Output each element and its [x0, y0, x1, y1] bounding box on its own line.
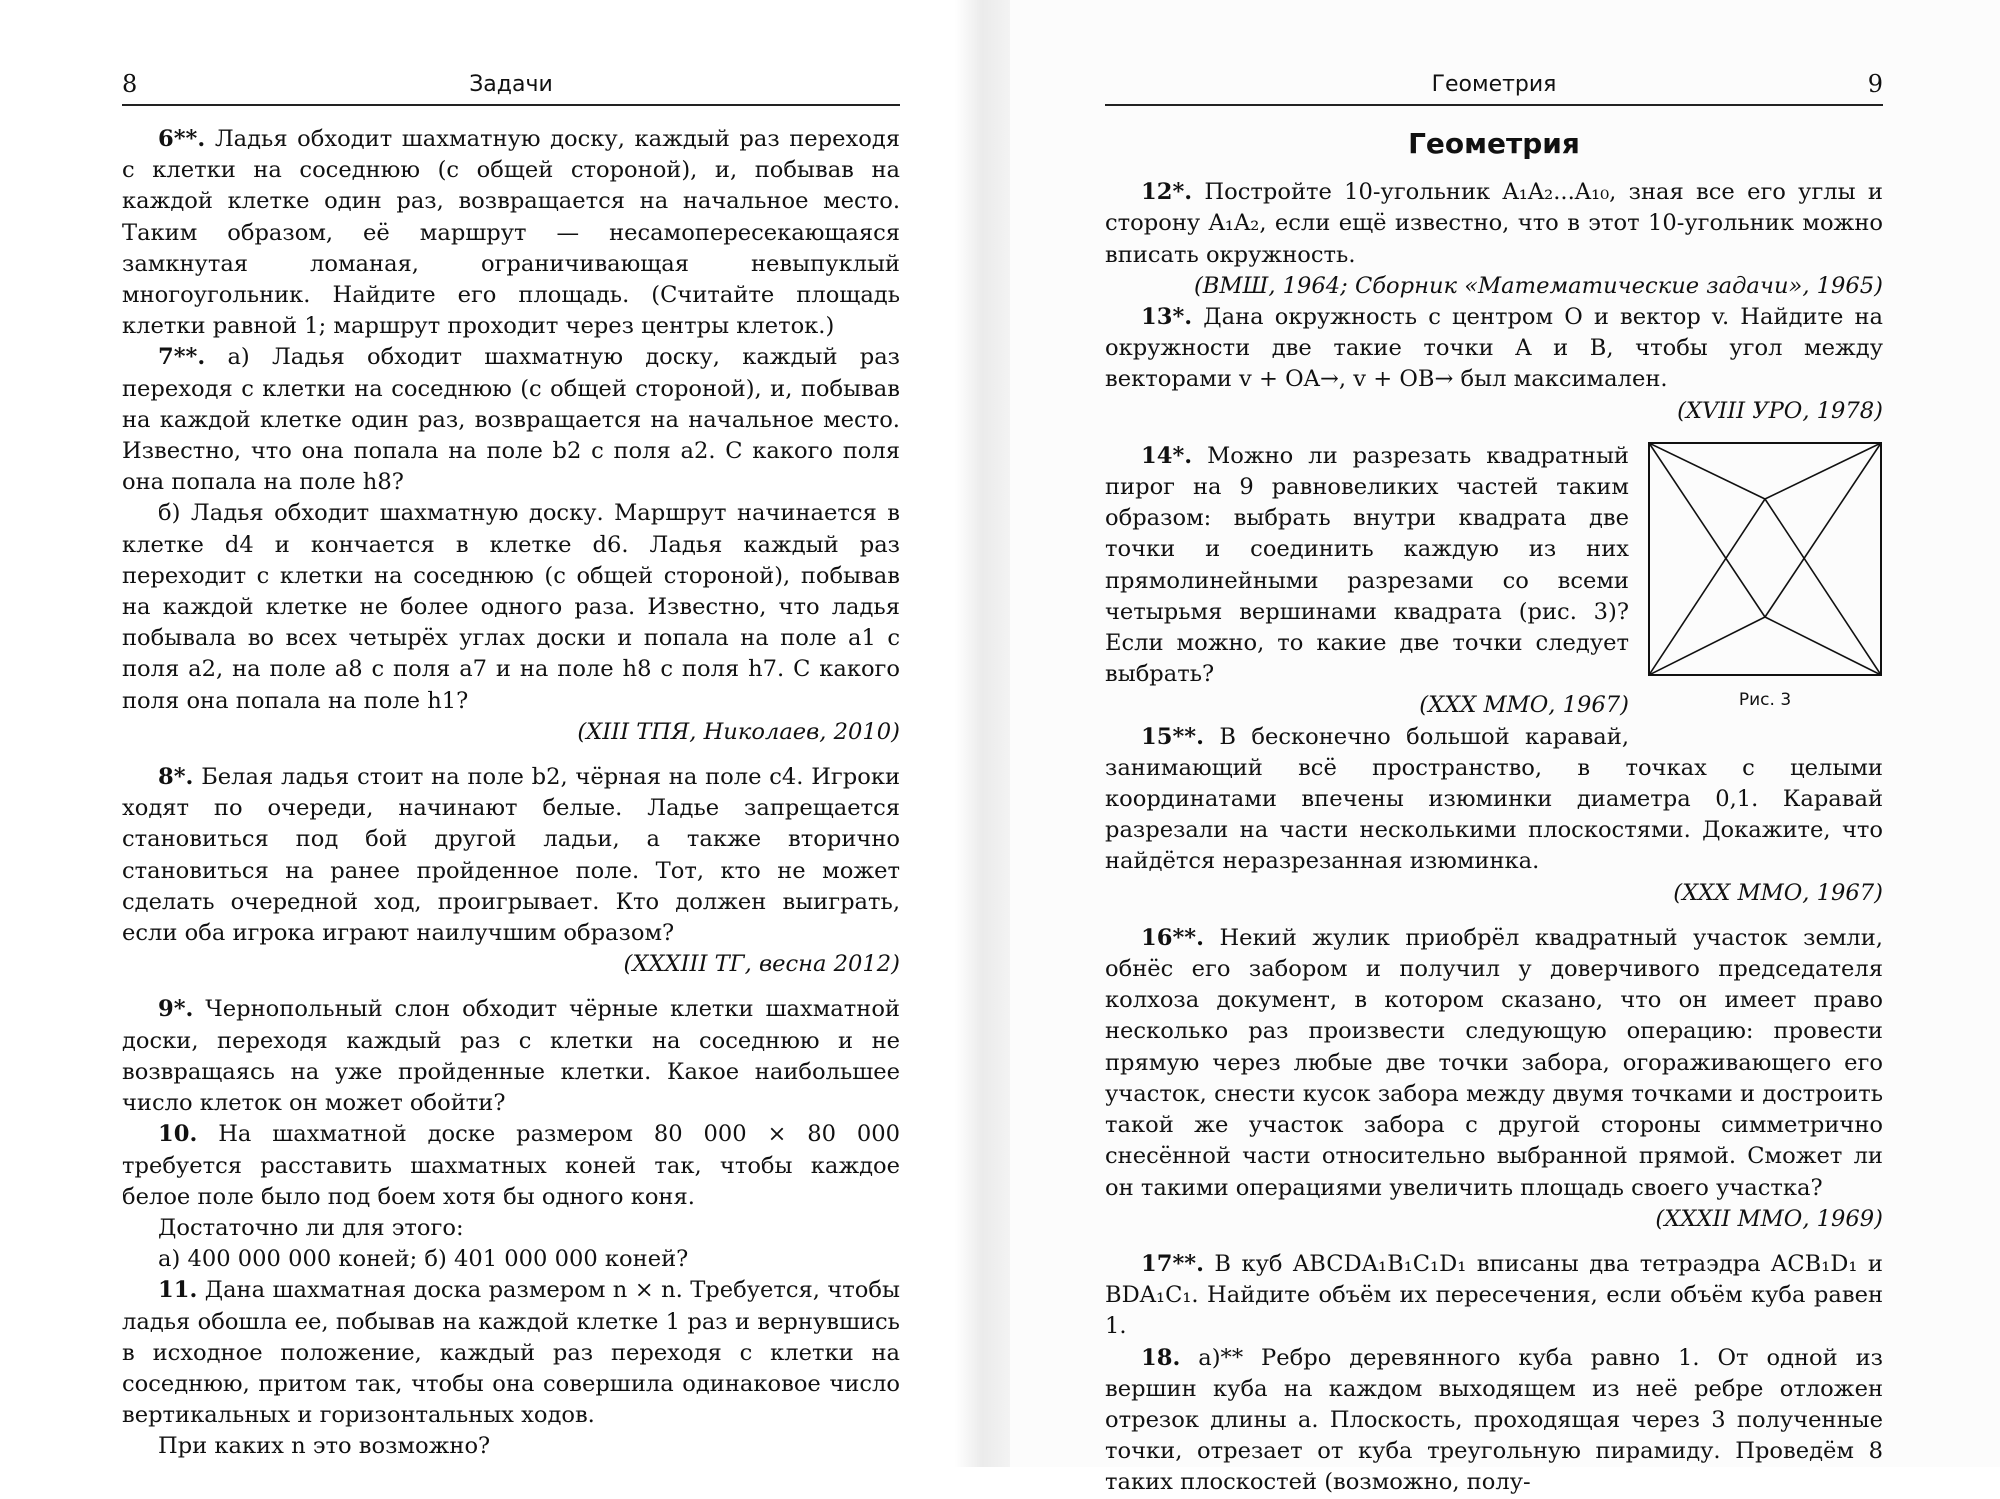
problem-number: 15**.: [1141, 723, 1204, 750]
problem-text: Ладья обходит шахматную доску, каждый раз переходя с клетки на соседнюю (с общей стороной), и, побывав на каждой клетке один раз, возвращается на начальное место. Таким образом, её маршрут — несамопересекающаяся замкнутая ломаная, ограничивающая невыпуклый многоугольник. Найдите его площадь. (Считайте площадь клетки равной 1; маршрут проходит через центры клеток.): [122, 126, 901, 340]
problem-number: 16**.: [1141, 924, 1204, 951]
problem-number: 13*.: [1141, 304, 1193, 331]
problem-source: (XXXII ММО, 1969): [1655, 1205, 1883, 1232]
left-page: [0, 0, 990, 1467]
problem-number: 11.: [158, 1277, 198, 1304]
problem-number: 7**.: [158, 344, 206, 371]
problem-number: 6**.: [158, 126, 206, 152]
problem-source: (XIII ТПЯ, Николаев, 2010): [577, 718, 900, 745]
problem-11: [122, 1275, 900, 1431]
right-page: [1010, 0, 2000, 1496]
problem-15: [1105, 722, 1883, 878]
page-number: 9: [1867, 70, 1883, 98]
problem-17: [1105, 1249, 1883, 1343]
problem-number: 17**.: [1141, 1250, 1204, 1277]
problem-text: а) Ладья обходит шахматную доску, каждый раз переходя с клетки на соседнюю (с общей стороной), и, побывав на каждой клетке один раз, возвращается на начальное место. Известно, что она попала на поле b2 с поля a2. С какого поля она попала на поле h8?: [122, 344, 900, 496]
problem-source: (XVIII УРО, 1978): [1677, 397, 1883, 424]
page-number: 8: [122, 70, 138, 98]
problem-source: (XXXIII ТГ, весна 2012): [623, 951, 900, 978]
problem-text: В куб ABCDA₁B₁C₁D₁ вписаны два тетраэдра ACB₁D₁ и BDA₁C₁. Найдите объём их пересечения, если объём куба равен 1.: [1105, 1250, 1883, 1340]
problem-7a: [122, 342, 900, 498]
figure-caption: Рис. 3: [1738, 689, 1792, 710]
problem-12: [1105, 177, 1883, 271]
problem-9: [122, 994, 900, 1119]
problem-10: [122, 1119, 900, 1213]
problem-text: Дана шахматная доска размером n × n. Требуется, чтобы ладья обошла ее, побывав на каждой клетке 1 раз и вернувшись в исходное положение, каждый раз переходя с клетки на соседнюю, притом так, чтобы она совершила одинаковое число вертикальных и горизонтальных ходов.: [122, 1277, 900, 1429]
running-head: Геометрия: [1431, 72, 1557, 97]
problem-number: 18.: [1141, 1344, 1181, 1371]
problem-8: [122, 762, 900, 949]
problem-text: В бесконечно большой каравай, занимающий всё пространство, в точках с целыми координатами впечены изюминки диаметра 0,1. Каравай разрезали на части несколькими плоскостями. Докажите, что найдётся неразрезанная изюминка.: [1105, 723, 1883, 875]
left-page-header: [122, 68, 900, 106]
right-page-header: [1105, 68, 1883, 106]
problem-number: 8*.: [158, 764, 194, 791]
problem-11-question: При каких n это возможно?: [158, 1433, 491, 1460]
problem-text: Постройте 10-угольник A₁A₂...A₁₀, зная все его углы и сторону A₁A₂, если ещё известно, что в этот 10-угольник можно вписать окружность.: [1105, 179, 1883, 268]
right-page-body: [1105, 124, 1883, 1499]
square-cut-diagram: [1647, 441, 1883, 677]
problem-number: 14*.: [1141, 442, 1193, 469]
problem-10-options: а) 400 000 000 коней; б) 401 000 000 коней?: [158, 1246, 689, 1273]
problem-source: (XXX ММО, 1967): [1419, 692, 1629, 719]
problem-number: 10.: [158, 1121, 198, 1148]
book-gutter: [955, 0, 1010, 1467]
problem-text: Некий жулик приобрёл квадратный участок земли, обнёс его забором и получил у доверчивого председателя колхоза документ, в котором сказано, что он имеет право несколько раз произвести следующую операцию: провести прямую через любые две точки забора, огораживающего его участок, снести кусок забора между двумя точками и достроить такой же участок забора с другой стороны симметрично снесённой части относительно выбранной прямой. Сможет ли он такими операциями увеличить площадь своего участка?: [1105, 924, 1883, 1201]
problem-source: (ВМШ, 1964; Сборник «Математические задачи», 1965): [1193, 272, 1883, 299]
problem-text: а)** Ребро деревянного куба равно 1. От одной из вершин куба на каждом выходящем из неё ребре отложен отрезок длины a. Плоскость, проходящая через 3 полученные точки, отрезает от куба треугольную пирамиду. Проведём 8 таких плоскостей (возможно, полу-: [1105, 1344, 1884, 1496]
problem-13: [1105, 302, 1883, 396]
problem-16: [1105, 923, 1883, 1204]
problem-10-question: Достаточно ли для этого:: [158, 1214, 464, 1241]
problem-text: На шахматной доске размером 80 000 × 80 000 требуется расставить шахматных коней так, чтобы каждое белое поле было под боем хотя бы одного коня.: [122, 1121, 900, 1210]
problem-7b: б) Ладья обходит шахматную доску. Маршрут начинается в клетке d4 и кончается в клетке d6. Ладья каждый раз переходит с клетки на соседнюю (с общей стороной), побывав на каждой клетке не более одного раза. Известно, что ладья побывала во всех четырёх углах доски и попала на поле a1 с поля a2, на поле a8 с поля a7 и на поле h8 с поля h7. С какого поля она попала на поле h1?: [122, 500, 900, 714]
problem-text: Дана окружность с центром O и вектор v. Найдите на окружности две такие точки A и B, чтобы угол между векторами v + OA→, v + OB→ был максимален.: [1105, 304, 1883, 393]
problem-text: Чернопольный слон обходит чёрные клетки шахматной доски, переходя каждый раз с клетки на соседнюю и не возвращаясь на уже пройденные клетки. Какое наибольшее число клеток он может обойти?: [122, 996, 900, 1117]
problem-text: Белая ладья стоит на поле b2, чёрная на поле c4. Игроки ходят по очереди, начинают белые. Ладье запрещается становиться под бой другой ладьи, а также вторично становиться на ранее пройденное поле. Тот, кто не может сделать очередной ход, проигрывает. Кто должен выиграть, если оба игрока играют наилучшим образом?: [122, 764, 900, 947]
problem-6: [122, 124, 900, 342]
problem-number: 12*.: [1141, 179, 1193, 206]
problem-text: Можно ли разрезать квадратный пирог на 9 равновеликих частей таким образом: выбрать внутри квадрата две точки и соединить каждую из них прямолинейными разрезами со всеми четырьмя вершинами квадрата (рис. 3)? Если можно, то какие две точки следует выбрать?: [1105, 442, 1629, 688]
left-page-body: [122, 124, 900, 1463]
figure-3: [1647, 441, 1883, 716]
section-title: Геометрия: [1408, 127, 1580, 160]
running-head: Задачи: [469, 72, 553, 97]
problem-18: [1105, 1343, 1883, 1499]
problem-source: (XXX ММО, 1967): [1673, 879, 1883, 906]
problem-number: 9*.: [158, 996, 194, 1023]
